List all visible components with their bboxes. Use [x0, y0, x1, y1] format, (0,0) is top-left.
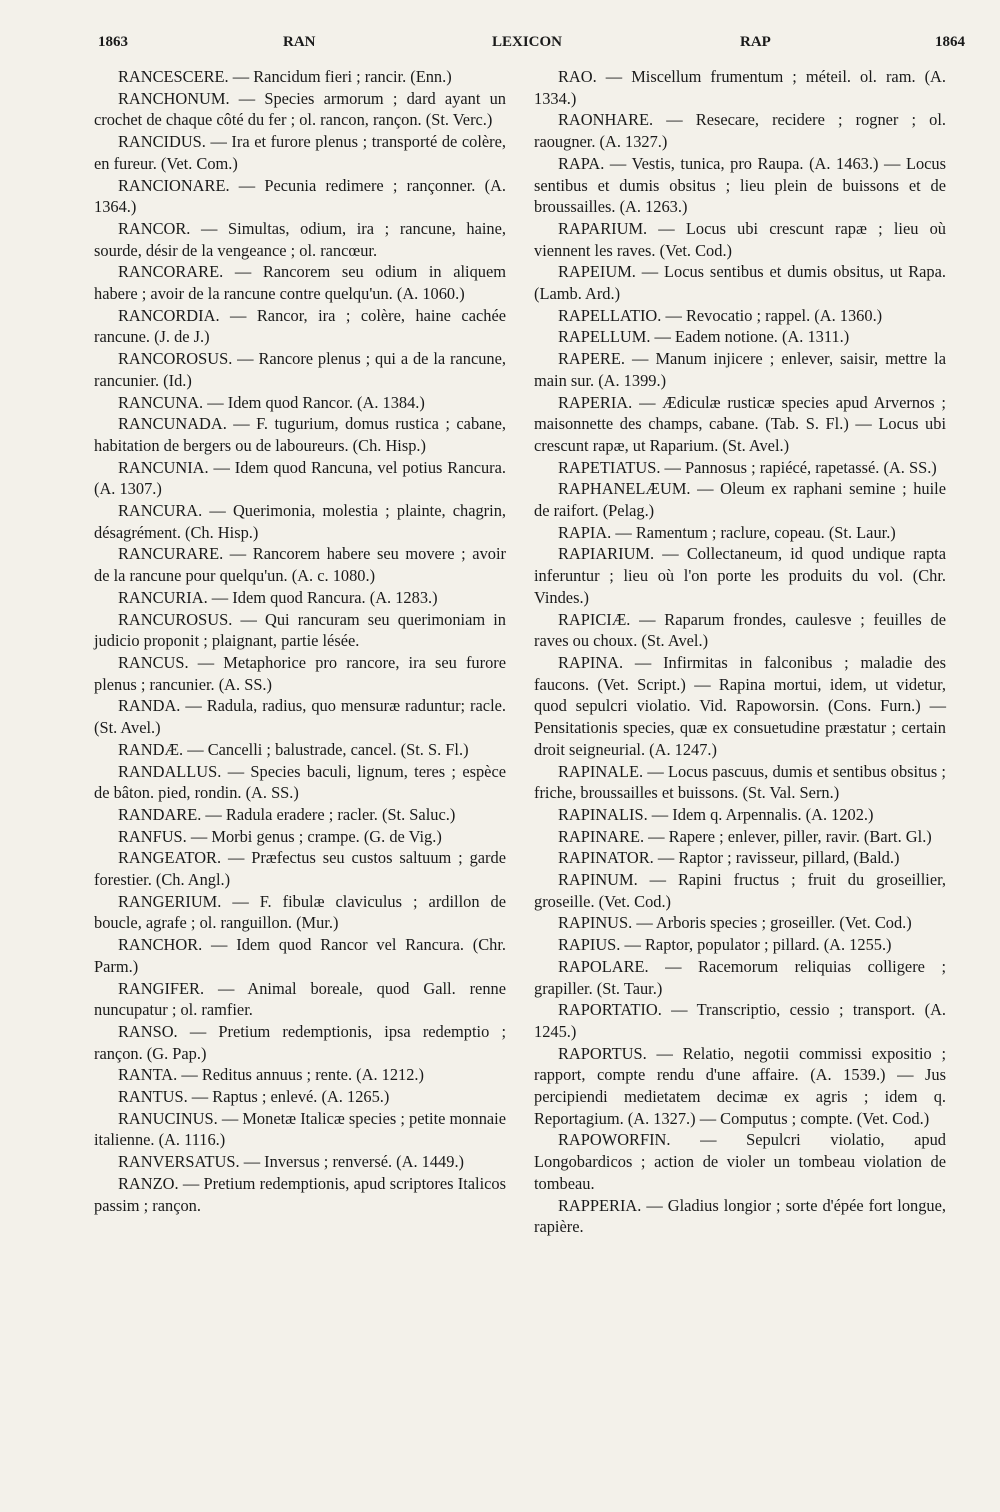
dictionary-entry	[94, 1108, 506, 1151]
entry-headword: RANDALLUS.	[118, 761, 222, 781]
entry-definition: — Idem quod Rancuna, vel potius Rancura. (A. 1307.)	[94, 457, 506, 499]
entry-definition: — Radula, radius, quo mensuræ raduntur; racle.(St. Avel.)	[94, 696, 506, 738]
dictionary-entry	[94, 261, 506, 304]
dictionary-entry	[94, 1086, 506, 1108]
entry-definition: — Metaphorice pro rancore, ira seu furore plenus ; rancunier. (A. SS.)	[94, 652, 506, 694]
entry-headword: RANGEATOR.	[118, 848, 222, 868]
entry-headword: RAPORTUS.	[558, 1043, 647, 1063]
entry-headword: RANCORDIA.	[118, 305, 220, 325]
entry-definition: — Præfectus seu custos saltuum ; garde forestier. (Ch. Angl.)	[94, 848, 506, 890]
entry-definition: — Relatio, negotii commissi expositio ; rapport, compte rendu d'une affaire. (A. 1539.) — Jus percipiendi medietatem decimæ ex agris ; idem q. Reportagium. (A. 1327.) — Computus ; compte. (Vet. Cod.)	[534, 1043, 946, 1128]
entry-definition: — Cancelli ; balustrade, cancel. (St. S. Fl.)	[183, 739, 469, 759]
entry-headword: RAPEIUM.	[558, 262, 636, 282]
dictionary-entry	[534, 261, 946, 304]
dictionary-entry	[534, 66, 946, 109]
entry-definition: — Locus ubi crescunt rapæ ; lieu où viennent les raves. (Vet. Cod.)	[534, 218, 946, 260]
entry-headword: RAPINATOR.	[558, 848, 654, 868]
entry-definition: — Collectaneum, id quod undique rapta inferuntur ; lieu où l'on porte les produits du vol. (Chr. Vindes.)	[534, 544, 946, 607]
entry-headword: RANCHOR.	[118, 935, 203, 955]
entry-headword: RANTUS.	[118, 1087, 188, 1107]
entry-headword: RAPINUM.	[558, 870, 638, 890]
dictionary-entry	[94, 457, 506, 500]
entry-definition: — Idem quod Rancura. (A. 1283.)	[207, 587, 438, 607]
entry-definition: — Ramentum ; raclure, copeau. (St. Laur.)	[611, 522, 896, 542]
entry-definition: — Species baculi, lignum, teres ; espèce de bâton. pied, rondin. (A. SS.)	[94, 761, 506, 803]
running-head-center: LEXICON	[492, 34, 563, 50]
entry-definition: — Gladius longior ; sorte d'épée fort longue, rapière.	[534, 1195, 946, 1237]
entry-definition: — Rancidum fieri ; rancir. (Enn.)	[228, 67, 452, 86]
dictionary-entry	[534, 804, 946, 826]
dictionary-entry	[94, 175, 506, 218]
dictionary-entry	[534, 522, 946, 544]
dictionary-entry	[94, 1151, 506, 1173]
entry-headword: RAPERIA.	[558, 392, 633, 412]
entry-definition: — Arboris species ; groseiller. (Vet. Cod.)	[632, 913, 912, 933]
entry-definition: — Ira et furore plenus ; transporté de colère, en fureur. (Vet. Com.)	[94, 132, 506, 173]
entry-definition: — Raparum frondes, caulesve ; feuilles de raves ou choux. (St. Avel.)	[534, 609, 946, 651]
dictionary-entry	[94, 978, 506, 1021]
entry-headword: RAPINALIS.	[558, 804, 648, 824]
entry-headword: RANVERSATUS.	[118, 1152, 240, 1172]
entry-definition: — Racemorum reliquias colligere ; grapiller. (St. Taur.)	[534, 956, 946, 998]
dictionary-entry	[534, 1195, 946, 1238]
entry-definition: — Qui rancuram seu querimoniam in judicio proponit ; plaignant, partie lésée.	[94, 609, 506, 651]
dictionary-entry	[94, 934, 506, 977]
dictionary-entry	[534, 609, 946, 652]
entry-headword: RAPORTATIO.	[558, 1000, 662, 1020]
entry-definition: — F. fibulæ claviculus ; ardillon de boucle, agrafe ; ol. ranguillon. (Mur.)	[94, 891, 506, 933]
entry-definition: — Reditus annuus ; rente. (A. 1212.)	[177, 1065, 424, 1085]
entry-headword: RANCUNADA.	[118, 414, 227, 434]
dictionary-entry	[94, 695, 506, 738]
dictionary-entry	[534, 912, 946, 934]
dictionary-entry	[94, 761, 506, 804]
entry-definition: — F. tugurium, domus rustica ; cabane, habitation de bergers ou de laboureurs. (Ch. Hisp.)	[94, 414, 506, 455]
entry-definition: — Morbi genus ; crampe. (G. de Vig.)	[186, 826, 442, 846]
entry-definition: — Monetæ Italicæ species ; petite monnaie italienne. (A. 1116.)	[94, 1108, 506, 1150]
entry-definition: — Sepulcri violatio, apud Longobardicos ; action de violer un tombeau violation de tombeau.	[534, 1130, 946, 1193]
dictionary-entry	[534, 326, 946, 348]
dictionary-entry	[534, 218, 946, 261]
dictionary-entry	[94, 305, 506, 348]
page-header	[98, 34, 965, 56]
entry-headword: RAPOWORFIN.	[558, 1130, 671, 1150]
dictionary-entry	[534, 153, 946, 218]
entry-definition: — Inversus ; renversé. (A. 1449.)	[239, 1152, 464, 1172]
entry-headword: RANCESCERE.	[118, 67, 229, 86]
dictionary-entry	[94, 826, 506, 848]
entry-headword: RAPIUS.	[558, 935, 621, 955]
dictionary-entry	[534, 392, 946, 457]
page-number-left: 1863	[98, 34, 128, 50]
entry-definition: — Ædiculæ rusticæ species apud Arvernos ; maisonnette des champs, cabane. (Tab. S. Fl.) — Locus ubi crescunt rapæ, ut Raparium. (St. Avel.)	[534, 392, 946, 455]
entry-headword: RANTA.	[118, 1065, 178, 1085]
entry-headword: RAPINUS.	[558, 913, 633, 933]
entry-definition: — Pecunia redimere ; rançonner. (A. 1364.)	[94, 175, 506, 217]
dictionary-entry	[94, 587, 506, 609]
entry-definition: — Raptus ; enlevé. (A. 1265.)	[187, 1087, 390, 1107]
dictionary-entry	[94, 1064, 506, 1086]
page-number-right: 1864	[935, 34, 965, 50]
dictionary-entry	[534, 652, 946, 761]
dictionary-entry	[534, 956, 946, 999]
entry-headword: RAPIA.	[558, 522, 612, 542]
dictionary-entry	[534, 543, 946, 608]
entry-definition: — Rancore plenus ; qui a de la rancune, rancunier. (Id.)	[94, 349, 506, 390]
entry-headword: RANDÆ.	[118, 739, 184, 759]
running-head-left: RAN	[283, 34, 316, 50]
entry-definition: — Oleum ex raphani semine ; huile de raifort. (Pelag.)	[534, 479, 946, 521]
dictionary-entry	[534, 934, 946, 956]
dictionary-entry	[94, 739, 506, 761]
dictionary-entry	[94, 543, 506, 586]
entry-headword: RANSO.	[118, 1021, 178, 1041]
dictionary-entry	[534, 457, 946, 479]
entry-headword: RAPELLUM.	[558, 327, 651, 347]
entry-definition: — Rapini fructus ; fruit du groseillier, groseille. (Vet. Cod.)	[534, 870, 946, 911]
entry-headword: RAO.	[558, 67, 597, 86]
entry-definition: — Querimonia, molestia ; plainte, chagrin, désagrément. (Ch. Hisp.)	[94, 501, 506, 542]
entry-definition: — Raptor, populator ; pillard. (A. 1255.)	[620, 935, 892, 955]
entry-headword: RANGIFER.	[118, 978, 205, 998]
entry-headword: RANCOROSUS.	[118, 349, 233, 369]
dictionary-entry	[94, 500, 506, 543]
entry-definition: — Radula eradere ; racler. (St. Saluc.)	[201, 804, 456, 824]
entry-definition: — Resecare, recidere ; rogner ; ol. raougner. (A. 1327.)	[534, 110, 946, 152]
entry-definition: — Species armorum ; dard ayant un crochet de chaque côté du fer ; ol. rancon, rançon. (St. Verc.)	[94, 88, 506, 130]
entry-definition: — Pannosus ; rapiécé, rapetassé. (A. SS.)	[660, 457, 937, 477]
dictionary-entry	[534, 1129, 946, 1194]
dictionary-entry	[534, 761, 946, 804]
entry-headword: RANCHONUM.	[118, 88, 230, 108]
entry-definition: — Revocatio ; rappel. (A. 1360.)	[661, 305, 883, 325]
entry-headword: RAPINALE.	[558, 761, 644, 781]
dictionary-entry	[534, 847, 946, 869]
dictionary-entry	[94, 652, 506, 695]
entry-headword: RANCUNA.	[118, 392, 204, 412]
right-column	[534, 66, 946, 1238]
entry-headword: RANCUS.	[118, 652, 189, 672]
entry-headword: RAONHARE.	[558, 110, 654, 130]
entry-headword: RAPA.	[558, 153, 605, 173]
entry-headword: RANCOR.	[118, 218, 191, 238]
entry-headword: RAPETIATUS.	[558, 457, 661, 477]
entry-definition: — Pretium redemptionis, apud scriptores Italicos passim ; rançon.	[94, 1173, 506, 1215]
entry-headword: RANGERIUM.	[118, 891, 222, 911]
dictionary-entry	[94, 1021, 506, 1064]
entry-definition: — Animal boreale, quod Gall. renne nuncupatur ; ol. ramfier.	[94, 978, 506, 1020]
entry-headword: RANZO.	[118, 1173, 179, 1193]
entry-definition: — Vestis, tunica, pro Raupa. (A. 1463.) — Locus sentibus et dumis obsitus ; lieu plein de buissons et de broussailles. (A. 1263.)	[534, 153, 946, 217]
dictionary-entry	[534, 305, 946, 327]
entry-definition: — Transcriptio, cessio ; transport. (A. 1245.)	[534, 1000, 946, 1041]
entry-headword: RANDARE.	[118, 804, 202, 824]
dictionary-entry	[94, 348, 506, 391]
dictionary-entry	[534, 1043, 946, 1130]
entry-definition: — Miscellum frumentum ; méteil. ol. ram. (A. 1334.)	[534, 67, 946, 108]
entry-headword: RAPELLATIO.	[558, 305, 662, 325]
dictionary-entry	[94, 131, 506, 174]
entry-definition: — Idem quod Rancor. (A. 1384.)	[203, 392, 425, 412]
entry-headword: RANCUROSUS.	[118, 609, 233, 629]
dictionary-entry	[94, 847, 506, 890]
dictionary-entry	[94, 891, 506, 934]
dictionary-entry	[94, 609, 506, 652]
entry-headword: RANCIONARE.	[118, 175, 230, 195]
entry-headword: RANCORARE.	[118, 262, 224, 282]
entry-headword: RANCURA.	[118, 501, 203, 521]
entry-headword: RAPIARIUM.	[558, 544, 655, 564]
entry-definition: — Pretium redemptionis, ipsa redemptio ; rançon. (G. Pap.)	[94, 1021, 506, 1063]
entry-headword: RANCURIA.	[118, 587, 208, 607]
entry-definition: — Rancorem seu odium in aliquem habere ; avoir de la rancune contre quelqu'un. (A. 1060.)	[94, 262, 506, 304]
entry-definition: — Manum injicere ; enlever, saisir, mettre la main sur. (A. 1399.)	[534, 349, 946, 390]
dictionary-entry	[534, 999, 946, 1042]
entry-definition: — Rapere ; enlever, piller, ravir. (Bart. Gl.)	[644, 826, 932, 846]
entry-headword: RAPERE.	[558, 349, 625, 369]
entry-definition: — Infirmitas in falconibus ; maladie des faucons. (Vet. Script.) — Rapina mortui, idem, ut videtur, quod sepulcri violatio. Vid. Rapoworsin. (Cons. Furn.) — Pensitationis species, quæ ex consuetudine præstatur ; certain droit seigneurial. (A. 1247.)	[534, 652, 946, 759]
dictionary-entry	[534, 478, 946, 521]
dictionary-entry	[94, 66, 506, 88]
entry-headword: RAPHANELÆUM.	[558, 479, 691, 499]
dictionary-entry	[94, 413, 506, 456]
entry-definition: — Simultas, odium, ira ; rancune, haine, sourde, désir de la vengeance ; ol. rancœur.	[94, 218, 506, 260]
entry-headword: RAPARIUM.	[558, 218, 648, 238]
entry-headword: RAPICIÆ.	[558, 609, 631, 629]
entry-headword: RANCIDUS.	[118, 132, 206, 152]
entry-definition: — Locus sentibus et dumis obsitus, ut Rapa. (Lamb. Ard.)	[534, 262, 946, 304]
running-head-right: RAP	[740, 34, 771, 50]
dictionary-entry	[94, 218, 506, 261]
entry-headword: RAPINA.	[558, 652, 624, 672]
entry-headword: RAPOLARE.	[558, 956, 649, 976]
entry-headword: RANUCINUS.	[118, 1108, 218, 1128]
entry-headword: RANCUNIA.	[118, 457, 209, 477]
dictionary-entry	[94, 88, 506, 131]
entry-headword: RAPINARE.	[558, 826, 645, 846]
dictionary-entry	[534, 109, 946, 152]
entry-definition: — Raptor ; ravisseur, pillard, (Bald.)	[653, 848, 900, 868]
dictionary-entry	[534, 869, 946, 912]
entry-headword: RAPPERIA.	[558, 1195, 642, 1215]
dictionary-entry	[94, 392, 506, 414]
dictionary-entry	[534, 826, 946, 848]
entry-definition: — Eadem notione. (A. 1311.)	[650, 327, 850, 347]
entry-definition: — Rancor, ira ; colère, haine cachée rancune. (J. de J.)	[94, 305, 506, 347]
entry-definition: — Idem quod Rancor vel Rancura. (Chr. Parm.)	[94, 935, 506, 976]
entry-headword: RANDA.	[118, 696, 181, 716]
entry-headword: RANFUS.	[118, 826, 187, 846]
entry-definition: — Rancorem habere seu movere ; avoir de la rancune pour quelqu'un. (A. c. 1080.)	[94, 544, 506, 586]
dictionary-entry	[534, 348, 946, 391]
dictionary-entry	[94, 1173, 506, 1216]
entry-definition: — Locus pascuus, dumis et sentibus obsitus ; friche, broussailles et buissons. (St. Val. Sern.)	[534, 761, 946, 803]
entry-definition: — Idem q. Arpennalis. (A. 1202.)	[647, 804, 874, 824]
left-column	[94, 66, 506, 1216]
entry-headword: RANCURARE.	[118, 544, 224, 564]
dictionary-entry	[94, 804, 506, 826]
